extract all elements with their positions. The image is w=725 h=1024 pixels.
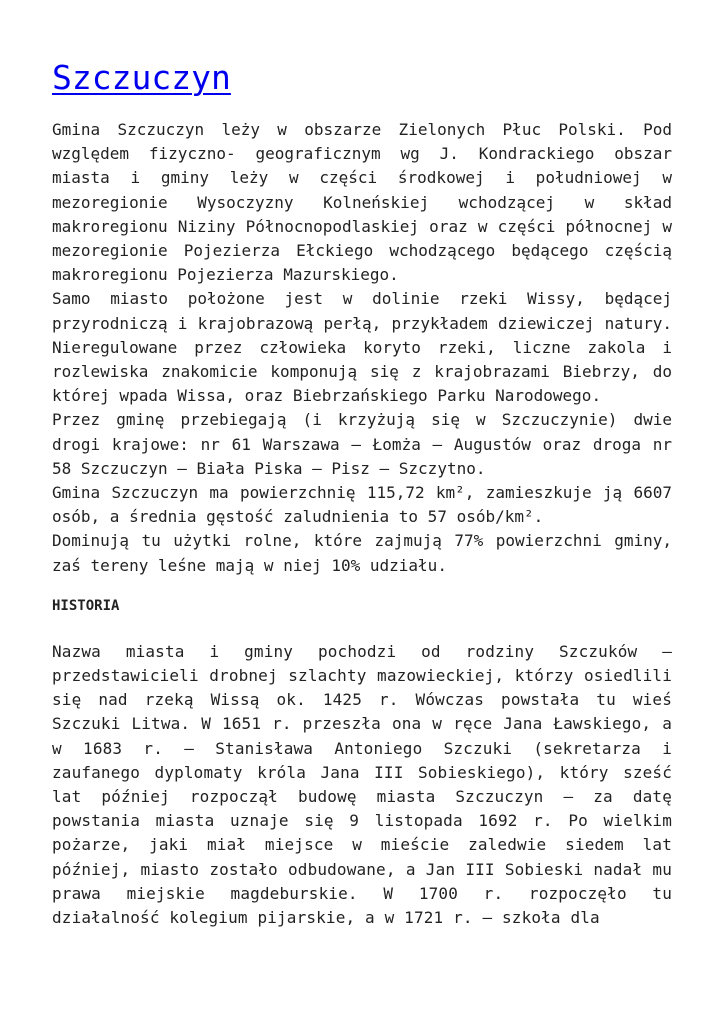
article (52, 52, 672, 930)
intro-paragraph-land-use: Dominują tu użytki rolne, które zajmują 77% powierzchni gminy, zaś tereny leśne mają w niej 10% udziału. (52, 531, 672, 575)
intro-section (52, 118, 672, 578)
article-title-link[interactable]: Szczuczyn (52, 58, 231, 97)
history-paragraph: Nazwa miasta i gminy pochodzi od rodziny Szczuków – przedstawicieli drobnej szlachty mazowieckiej, którzy osiedlili się nad rzeką Wissą ok. 1425 r. Wówczas powstała tu wieś Szczuki Litwa. W 1651 r. przeszła ona w ręce Jana Ławskiego, a w 1683 r. – Stanisława Antoniego Szczuki (sekretarza i zaufanego dyplomaty króla Jana III Sobieskiego), który sześć lat później rozpoczął budowę miasta Szczuczyn – za datę powstania miasta uznaje się 9 listopada 1692 r. Po wielkim pożarze, jaki miał miejsce w mieście zaledwie siedem lat później, miasto zostało odbudowane, a Jan III Sobieski nadał mu prawa miejskie magdeburskie. W 1700 r. rozpoczęło tu działalność kolegium pijarskie, a w 1721 r. – szkoła dla (52, 641, 672, 928)
article-title (52, 52, 672, 104)
intro-paragraph-river: Samo miasto położone jest w dolinie rzeki Wissy, będącej przyrodniczą i krajobrazową perłą, przykładem dziewiczej natury. Nieregulowane przez człowieka koryto rzeki, liczne zakola i rozlewiska znakomicie komponują się z krajobrazami Biebrzy, do której wpada Wissa, oraz Biebrzańskiego Parku Narodowego. (52, 289, 672, 406)
intro-paragraph-geography: Gmina Szczuczyn leży w obszarze Zielonych Płuc Polski. Pod względem fizyczno- geograficznym wg J. Kondrackiego obszar miasta i gminy leży w części środkowej i południowej w mezoregionie Wysoczyzny Kolneńskiej wchodzącej w skład makroregionu Niziny Północnopodlaskiej oraz w części północnej w mezoregionie Pojezierza Ełckiego wchodzącego będącego częścią makroregionu Pojezierza Mazurskiego. (52, 120, 672, 285)
intro-paragraph-area: Gmina Szczuczyn ma powierzchnię 115,72 km², zamieszkuje ją 6607 osób, a średnia gęstość zaludnienia to 57 osób/km². (52, 483, 672, 527)
history-heading: HISTORIA (52, 597, 120, 614)
intro-paragraph-roads: Przez gminę przebiegają (i krzyżują się w Szczuczynie) dwie drogi krajowe: nr 61 Warszawa – Łomża – Augustów oraz droga nr 58 Szczuczyn – Biała Piska – Pisz – Szczytno. (52, 410, 672, 478)
